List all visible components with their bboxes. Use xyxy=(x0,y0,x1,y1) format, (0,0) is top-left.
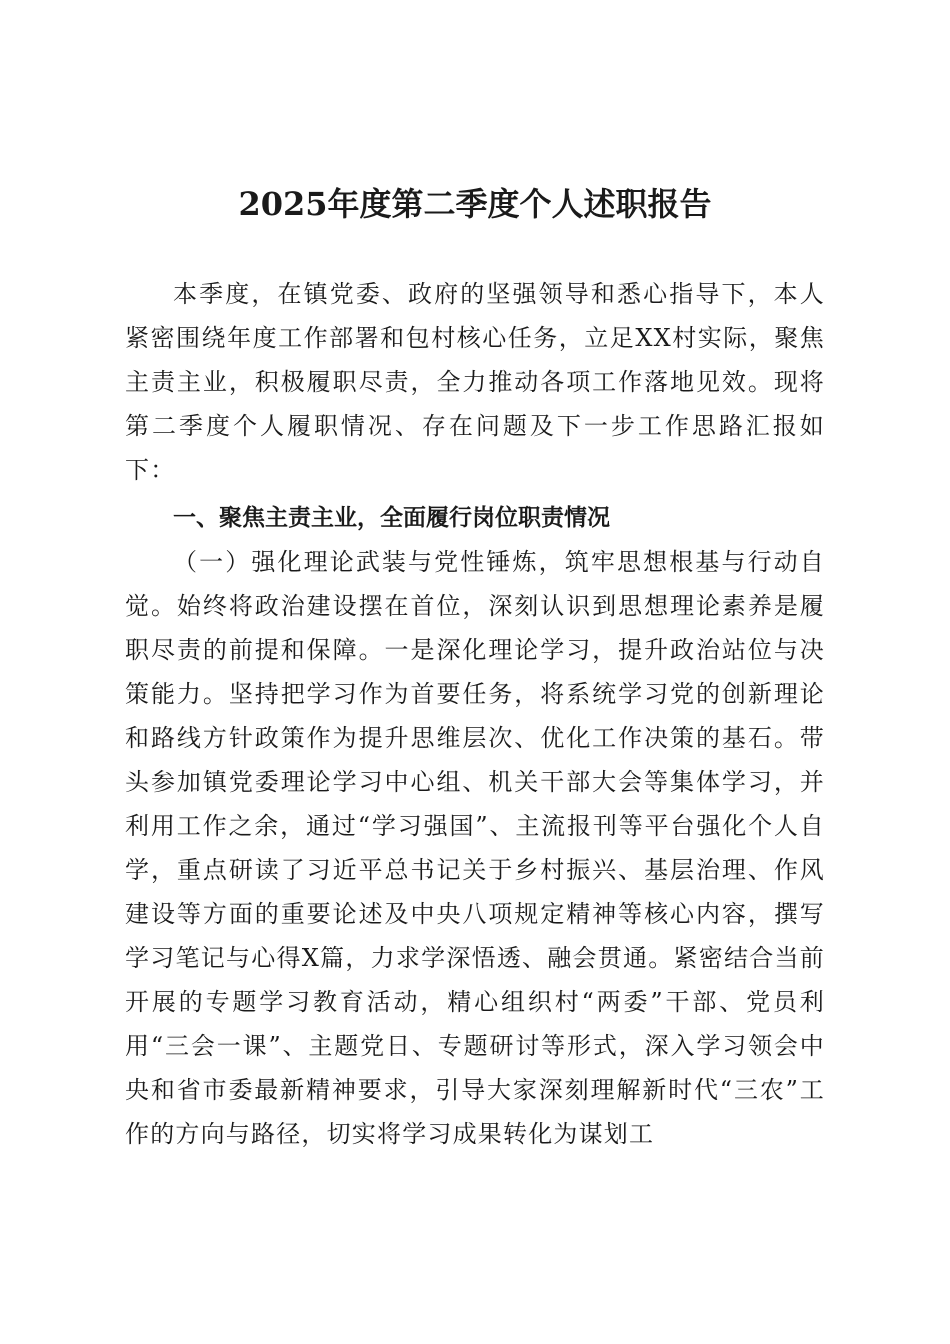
section-heading-1: 一、聚焦主责主业，全面履行岗位职责情况 xyxy=(173,505,610,531)
section-1-paragraph: （一）强化理论武装与党性锤炼，筑牢思想根基与行动自觉。始终将政治建设摆在首位，深刻认识到思想理论素养是履职尽责的前提和保障。一是深化理论学习，提升政治站位与决策能力。坚持把学习作为首要任务，将系统学习党的创新理论和路线方针政策作为提升思维层次、优化工作决策的基石。带头参加镇党委理论学习中心组、机关干部大会等集体学习，并利用工作之余，通过“学习强国”、主流报刊等平台强化个人自学，重点研读了习近平总书记关于乡村振兴、基层治理、作风建设等方面的重要论述及中央八项规定精神等核心内容，撰写学习笔记与心得X篇，力求学深悟透、融会贯通。紧密结合当前开展的专题学习教育活动，精心组织村“两委”干部、党员利用“三会一课”、主题党日、专题研讨等形式，深入学习领会中央和省市委最新精神要求，引导大家深刻理解新时代“三农”工作的方向与路径，切实将学习成果转化为谋划工 xyxy=(125,548,825,1148)
intro-paragraph: 本季度，在镇党委、政府的坚强领导和悉心指导下，本人紧密围绕年度工作部署和包村核心任务，立足XX村实际，聚焦主责主业，积极履职尽责，全力推动各项工作落地见效。现将第二季度个人履职情况、存在问题及下一步工作思路汇报如下： xyxy=(125,280,825,484)
document-title: 2025年度第二季度个人述职报告 xyxy=(238,185,712,223)
